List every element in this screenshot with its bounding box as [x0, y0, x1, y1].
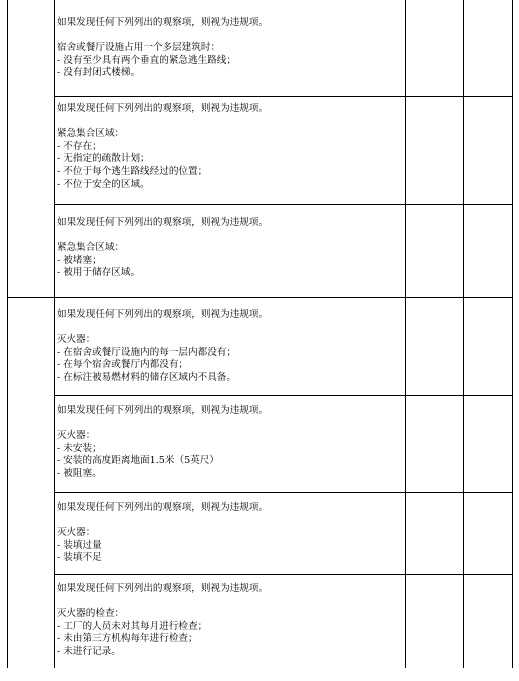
list-item: - 安装的高度距离地面1.5米（5英尺）	[57, 455, 219, 467]
list-item: - 被阻塞。	[57, 467, 102, 479]
row-intro: 如果发现任何下列列出的观察项，则视为违规项。	[57, 583, 269, 594]
column-divider	[405, 0, 406, 668]
column-divider	[463, 0, 464, 668]
table-border-left	[7, 0, 8, 668]
table-row	[55, 402, 405, 481]
list-item: - 未进行记录。	[57, 645, 121, 657]
row-heading: 灭火器的检查：	[57, 608, 125, 620]
list-item: - 工厂的人员未对其每月进行检查；	[57, 620, 208, 632]
table-row	[55, 499, 405, 565]
table-row	[55, 214, 405, 280]
list-item: - 不存在；	[57, 140, 102, 152]
list-item: - 无指定的疏散计划；	[57, 153, 150, 165]
list-item: - 在每个宿舍或餐厅内都没有；	[57, 359, 189, 371]
row-heading: 灭火器：	[57, 527, 96, 539]
row-heading: 灭火器：	[57, 334, 96, 346]
row-divider	[54, 395, 513, 396]
list-item: - 在标注被易燃材料的储存区域内不具备。	[57, 371, 236, 383]
list-item: - 不位于每个逃生路线经过的位置；	[57, 165, 208, 177]
row-intro: 如果发现任何下列列出的观察项，则视为违规项。	[57, 103, 269, 114]
list-item: - 在宿舍或餐厅设施内的每一层内都没有；	[57, 346, 236, 358]
row-intro: 如果发现任何下列列出的观察项，则视为违规项。	[57, 502, 269, 513]
row-heading: 紧急集合区域：	[57, 242, 125, 254]
row-divider	[54, 204, 513, 205]
table-row	[55, 580, 405, 659]
list-item: - 不位于安全的区域。	[57, 178, 150, 190]
row-intro: 如果发现任何下列列出的观察项，则视为违规项。	[57, 217, 269, 228]
row-heading: 灭火器：	[57, 430, 96, 442]
list-item: - 被堵塞；	[57, 254, 102, 266]
row-heading: 紧急集合区域：	[57, 128, 125, 140]
section-divider	[7, 297, 513, 298]
list-item: - 未由第三方机构每年进行检查；	[57, 633, 198, 645]
row-divider	[54, 574, 513, 575]
row-divider	[54, 96, 513, 97]
list-item: - 被用于储存区域。	[57, 267, 141, 279]
list-item: - 没有封闭式楼梯。	[57, 67, 141, 79]
list-item: - 未安装；	[57, 442, 102, 454]
list-item: - 没有至少具有两个垂直的紧急逃生路线；	[57, 54, 236, 66]
row-intro: 如果发现任何下列列出的观察项，则视为违规项。	[57, 405, 269, 416]
row-intro: 如果发现任何下列列出的观察项，则视为违规项。	[57, 17, 269, 28]
list-item: - 装填不足	[57, 552, 102, 564]
list-item: - 装填过量	[57, 539, 102, 551]
row-heading: 宿舍或餐厅设施占用一个多层建筑时：	[57, 42, 221, 54]
table-border-right	[512, 0, 513, 668]
row-intro: 如果发现任何下列列出的观察项，则视为违规项。	[57, 309, 269, 320]
table-row	[55, 306, 405, 385]
row-divider	[54, 492, 513, 493]
table-row	[55, 14, 405, 80]
table-row	[55, 100, 405, 191]
